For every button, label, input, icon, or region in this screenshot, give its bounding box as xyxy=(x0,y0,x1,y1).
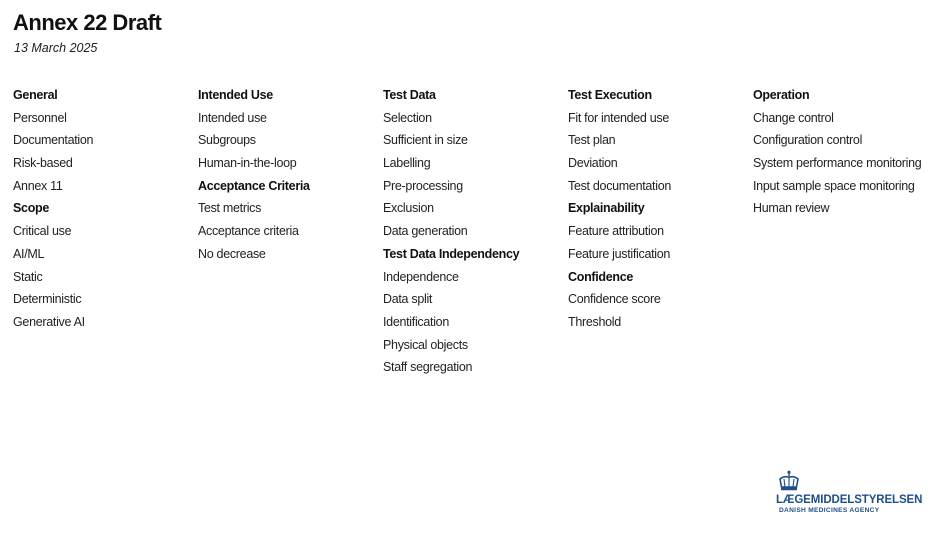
page-title: Annex 22 Draft xyxy=(13,10,162,35)
topic-item: Sufficient in size xyxy=(383,133,468,148)
topic-item: Risk-based xyxy=(13,156,73,171)
topic-item: Identification xyxy=(383,314,449,329)
topic-item: Annex 11 xyxy=(13,178,63,193)
topic-item: Selection xyxy=(383,110,432,125)
section-heading: Acceptance Criteria xyxy=(198,178,310,193)
topic-item: Human-in-the-loop xyxy=(198,156,297,171)
topic-item: Feature justification xyxy=(568,246,671,261)
topic-item: Data generation xyxy=(383,224,468,239)
topic-item: Physical objects xyxy=(383,337,468,352)
page-date: 13 March 2025 xyxy=(14,41,98,55)
topic-item: Intended use xyxy=(198,110,267,125)
topic-item: Change control xyxy=(753,110,834,125)
topic-item: Test metrics xyxy=(198,201,262,216)
topic-item: Labelling xyxy=(383,156,431,171)
topic-item: Test plan xyxy=(568,133,616,148)
section-heading: Test Data Independency xyxy=(383,246,520,261)
section-heading: Confidence xyxy=(568,269,634,284)
topic-item: Personnel xyxy=(13,110,67,125)
topic-item: Human review xyxy=(753,201,830,216)
topic-column xyxy=(13,86,193,336)
topic-item: Data split xyxy=(383,292,433,307)
logo-wordmark: LÆGEMIDDELSTYRELSEN xyxy=(776,494,923,506)
topic-item: Staff segregation xyxy=(383,360,473,375)
topic-item: Static xyxy=(13,269,43,284)
topic-item: Deviation xyxy=(568,156,618,171)
agency-logo xyxy=(776,470,936,520)
section-heading: Intended Use xyxy=(198,88,273,102)
section-heading: Test Execution xyxy=(568,88,652,102)
crown-icon xyxy=(777,470,801,494)
topic-item: Exclusion xyxy=(383,201,434,216)
topic-item: Critical use xyxy=(13,224,72,239)
topic-column xyxy=(383,86,563,381)
section-heading: Explainability xyxy=(568,201,645,216)
topic-item: Input sample space monitoring xyxy=(753,178,915,193)
topic-item: Feature attribution xyxy=(568,224,664,239)
topic-item: Threshold xyxy=(568,314,621,329)
section-heading: Scope xyxy=(13,201,50,216)
topic-item: Test documentation xyxy=(568,178,671,193)
topic-column xyxy=(198,86,378,268)
topic-item: Independence xyxy=(383,269,459,284)
topic-item: Fit for intended use xyxy=(568,110,670,125)
topic-item: Configuration control xyxy=(753,133,863,148)
topic-item: Deterministic xyxy=(13,292,82,307)
topic-item: Generative AI xyxy=(13,314,85,329)
topic-item: AI/ML xyxy=(13,246,45,261)
topic-item: Pre-processing xyxy=(383,178,463,193)
section-heading: Test Data xyxy=(383,88,436,102)
topic-item: Confidence score xyxy=(568,292,661,307)
topic-item: No decrease xyxy=(198,246,266,261)
topic-item: System performance monitoring xyxy=(753,156,922,171)
topic-item: Documentation xyxy=(13,133,94,148)
section-heading: General xyxy=(13,88,58,102)
topic-column xyxy=(753,86,933,222)
logo-tagline: DANISH MEDICINES AGENCY xyxy=(779,507,880,514)
topic-item: Subgroups xyxy=(198,133,256,148)
topic-item: Acceptance criteria xyxy=(198,224,299,239)
topic-column xyxy=(568,86,748,336)
section-heading: Operation xyxy=(753,88,810,102)
